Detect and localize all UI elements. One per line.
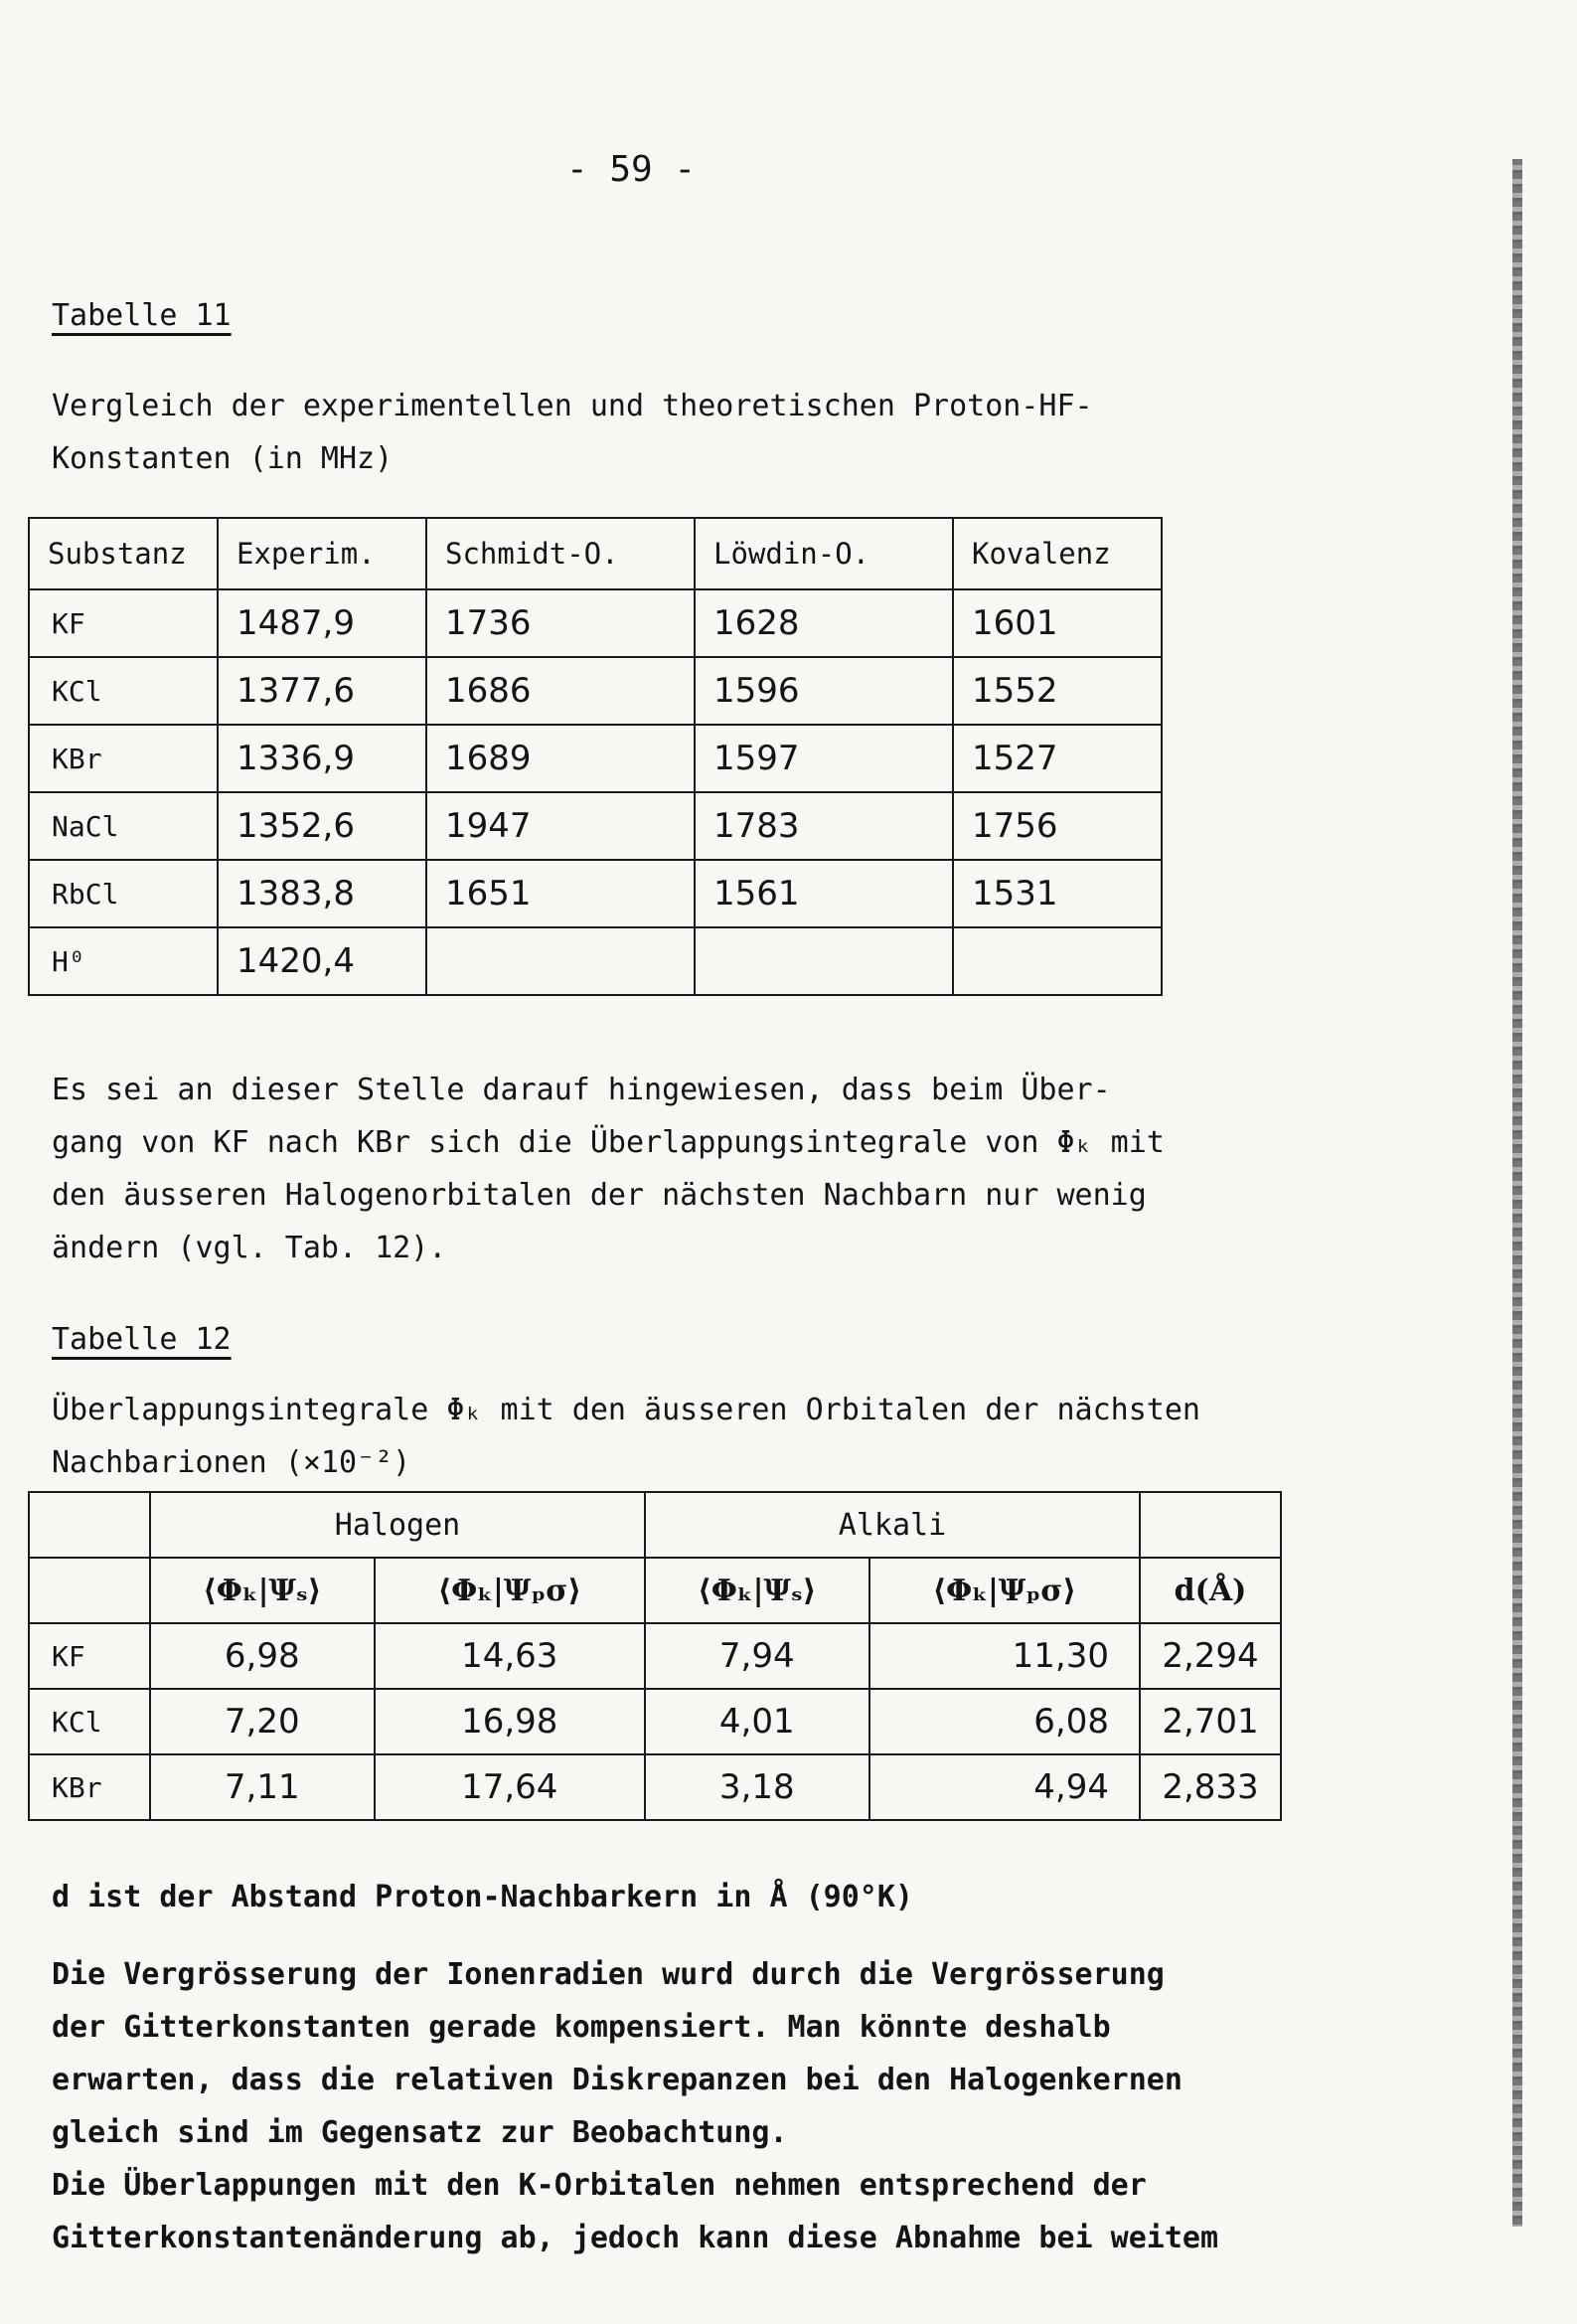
value-cell (953, 927, 1162, 995)
value-cell: 1651 (426, 860, 695, 927)
value-cell: 6,98 (150, 1623, 375, 1689)
value-cell: 7,94 (645, 1623, 869, 1689)
scan-edge-shadow (1512, 159, 1522, 2227)
value-cell: 1531 (953, 860, 1162, 927)
value-cell: 11,30 (869, 1623, 1140, 1689)
value-cell: 2,701 (1140, 1689, 1281, 1754)
value-cell (695, 927, 953, 995)
value-cell: 1947 (426, 792, 695, 860)
col-header-alkali-s: ⟨Φₖ|Ψₛ⟩ (645, 1558, 869, 1623)
table-row (29, 589, 1162, 657)
table12-heading: Tabelle 12 (52, 1322, 232, 1357)
value-cell: 4,94 (869, 1754, 1140, 1820)
substance-cell: KF (29, 589, 218, 657)
table-row (29, 725, 1162, 792)
table-11 (28, 517, 1163, 996)
table11-caption: Vergleich der experimentellen und theoretischen Proton-HF- Konstanten (in MHz) (52, 389, 1093, 476)
table-header-row (29, 518, 1162, 589)
table12-caption: Überlappungsintegrale Φₖ mit den äusseren Orbitalen der nächsten Nachbarionen (×10⁻²) (52, 1393, 1200, 1480)
value-cell: 1420,4 (218, 927, 426, 995)
substance-cell: KCl (29, 1689, 150, 1754)
table-row (29, 1623, 1281, 1689)
paragraph-2: Die Vergrösserung der Ionenradien wurd durch die Vergrösserung der Gitterkonstanten gerade kompensiert. Man könnte deshalb erwarten, dass die relativen Diskrepanzen bei den Halogenkernen gleich sind im Gegensatz zur Beobachtung. Die Überlappungen mit den K-Orbitalen nehmen entsprechend der Gitterkonstantenänderung ab, jedoch kann diese Abnahme bei weitem (52, 1957, 1218, 2255)
value-cell (426, 927, 695, 995)
col-header-distance: d(Å) (1140, 1558, 1281, 1623)
table-row (29, 1689, 1281, 1754)
empty-header-cell (1140, 1492, 1281, 1558)
value-cell: 14,63 (375, 1623, 645, 1689)
value-cell: 1601 (953, 589, 1162, 657)
value-cell: 1686 (426, 657, 695, 725)
table-row (29, 657, 1162, 725)
value-cell: 1377,6 (218, 657, 426, 725)
empty-header-cell (29, 1558, 150, 1623)
substance-cell: RbCl (29, 860, 218, 927)
substance-cell: KF (29, 1623, 150, 1689)
col-header-loewdin: Löwdin-O. (695, 518, 953, 589)
col-header-experim: Experim. (218, 518, 426, 589)
table-row (29, 792, 1162, 860)
value-cell: 1783 (695, 792, 953, 860)
value-cell: 4,01 (645, 1689, 869, 1754)
value-cell: 1383,8 (218, 860, 426, 927)
value-cell: 1596 (695, 657, 953, 725)
value-cell: 3,18 (645, 1754, 869, 1820)
col-header-halogen-s: ⟨Φₖ|Ψₛ⟩ (150, 1558, 375, 1623)
empty-header-cell (29, 1492, 150, 1558)
page-number: - 59 - (565, 149, 697, 190)
value-cell: 1336,9 (218, 725, 426, 792)
col-header-halogen-p: ⟨Φₖ|Ψₚσ⟩ (375, 1558, 645, 1623)
value-cell: 7,11 (150, 1754, 375, 1820)
value-cell: 16,98 (375, 1689, 645, 1754)
footnote: d ist der Abstand Proton-Nachbarkern in Å (90°K) (52, 1880, 913, 1914)
value-cell: 6,08 (869, 1689, 1140, 1754)
value-cell: 1597 (695, 725, 953, 792)
value-cell: 1352,6 (218, 792, 426, 860)
table-12 (28, 1491, 1282, 1821)
value-cell: 1527 (953, 725, 1162, 792)
table-row (29, 860, 1162, 927)
table11-heading: Tabelle 11 (52, 298, 232, 333)
table-sub-header-row (29, 1558, 1281, 1623)
group-header-halogen: Halogen (150, 1492, 645, 1558)
substance-cell: KBr (29, 1754, 150, 1820)
value-cell: 1736 (426, 589, 695, 657)
group-header-alkali: Alkali (645, 1492, 1140, 1558)
substance-cell: NaCl (29, 792, 218, 860)
col-header-alkali-p: ⟨Φₖ|Ψₚσ⟩ (869, 1558, 1140, 1623)
table-row (29, 927, 1162, 995)
col-header-substanz: Substanz (29, 518, 218, 589)
value-cell: 1487,9 (218, 589, 426, 657)
col-header-kovalenz: Kovalenz (953, 518, 1162, 589)
value-cell: 1552 (953, 657, 1162, 725)
substance-cell: H⁰ (29, 927, 218, 995)
table-row (29, 1754, 1281, 1820)
value-cell: 17,64 (375, 1754, 645, 1820)
value-cell: 2,833 (1140, 1754, 1281, 1820)
substance-cell: KBr (29, 725, 218, 792)
col-header-schmidt: Schmidt-O. (426, 518, 695, 589)
value-cell: 1628 (695, 589, 953, 657)
paragraph-1: Es sei an dieser Stelle darauf hingewiesen, dass beim Über- gang von KF nach KBr sich die Überlappungsintegrale von Φₖ mit den äusseren Halogenorbitalen der nächsten Nachbarn nur wenig ändern (vgl. Tab. 12). (52, 1073, 1165, 1265)
value-cell: 2,294 (1140, 1623, 1281, 1689)
table-group-header-row (29, 1492, 1281, 1558)
value-cell: 1689 (426, 725, 695, 792)
value-cell: 1756 (953, 792, 1162, 860)
value-cell: 1561 (695, 860, 953, 927)
value-cell: 7,20 (150, 1689, 375, 1754)
substance-cell: KCl (29, 657, 218, 725)
